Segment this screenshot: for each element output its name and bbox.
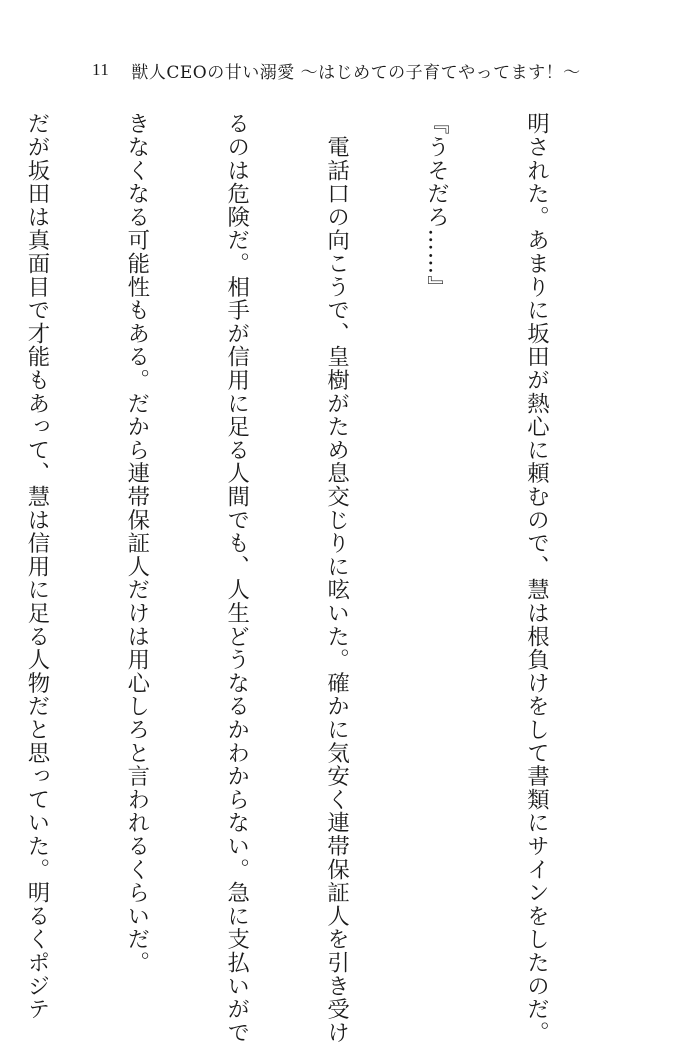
vertical-body-text bbox=[0, 112, 619, 1044]
text-line: 明された。あまりに坂田が熱心に頼むので、慧は根負けをして書類にサインをしたのだ。 bbox=[523, 112, 550, 1044]
text-line: 電話口の向こうで、皇樹がため息交じりに呟いた。確かに気安く連帯保証人を引き受け bbox=[323, 112, 350, 1044]
running-header bbox=[92, 55, 581, 85]
book-title: 獣人CEOの甘い溺愛 〜はじめての子育てやってます！〜 bbox=[131, 62, 581, 83]
text-line: るのは危険だ。相手が信用に足る人間でも、人生どうなるかわからない。急に支払いがで bbox=[223, 112, 250, 1044]
text-line: 『うそだろ……』 bbox=[423, 112, 450, 299]
text-line: きなくなる可能性もある。だから連帯保証人だけは用心しろと言われるくらいだ。 bbox=[123, 112, 150, 975]
page-number: 11 bbox=[92, 60, 110, 79]
text-line: だが坂田は真面目で才能もあって、慧は信用に足る人物だと思っていた。明るくポジテ bbox=[23, 112, 50, 1021]
